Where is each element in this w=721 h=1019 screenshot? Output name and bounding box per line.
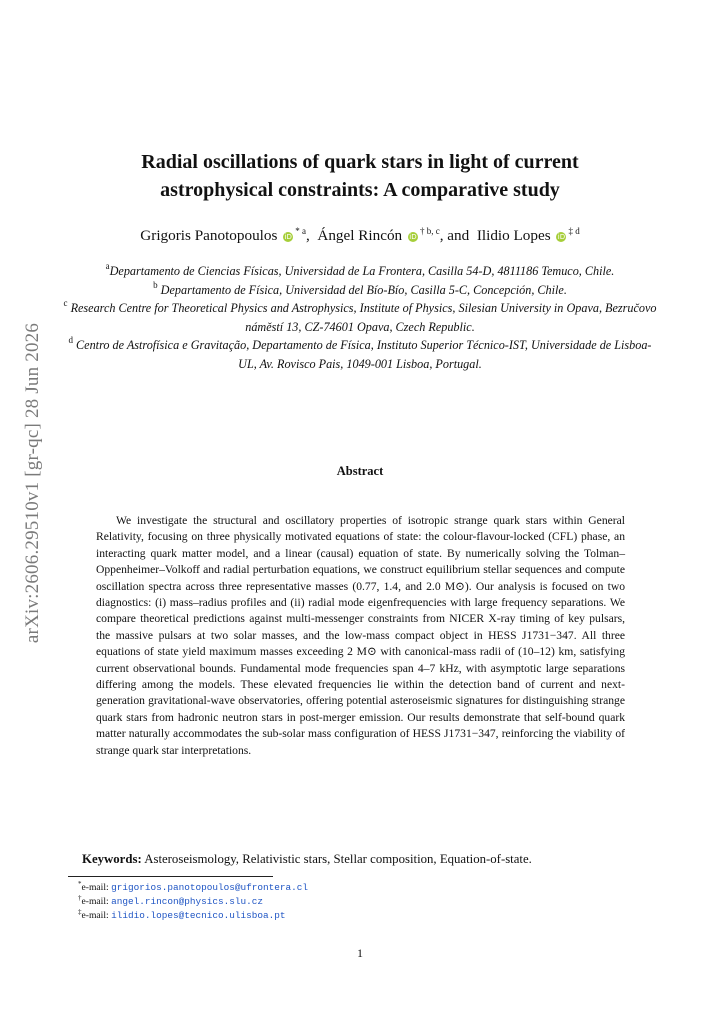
author-name[interactable]: Grigoris Panotopoulos (140, 227, 278, 244)
author-list (60, 226, 660, 246)
affiliation (60, 262, 660, 281)
affiliation-text: Departamento de Física, Universidad del Bío-Bío, Casilla 5-C, Concepción, Chile. (160, 282, 567, 297)
affiliation-text: Research Centre for Theoretical Physics and Astrophysics, Institute of Physics, Silesian University in Opava, Bezručovo náměstí 13, CZ-74601 Opava, Czech Republic. (70, 301, 657, 334)
footnote-divider (68, 876, 273, 877)
affiliations (60, 262, 660, 374)
footnotes (78, 881, 308, 922)
author-name[interactable]: Ángel Rincón (317, 227, 403, 244)
footnote-label: e-mail: (81, 882, 109, 893)
affiliation-mark: a (105, 261, 110, 271)
abstract-heading: Abstract (336, 464, 384, 478)
author-marks: ‡ d (568, 226, 580, 236)
abstract-text: We investigate the structural and oscillatory properties of isotropic strange quark stars within General Relativity, focusing on three physically motivated equations of state: the colour-flavour-locked (CFL) phase, an interacting quark matter model, and a linear (causal) equation of state. By numerically solving the Tolman–Oppenheimer–Volkoff and radial perturbation equations, we construct equilibrium stellar sequences and compute oscillation spectra across three representative masses (0.77, 1.4, and 2.0 M⊙). Our analysis is focused on two diagnostics: (i) mass–radius profiles and (ii) radial mode eigenfrequencies with large frequency separations. We compare theoretical predictions against multi-messenger constraints from NICER X-ray timing of key pulsars, the massive pulsars at two solar masses, and the low-mass compact object in HESS J1731−347. All three equations of state yield maximum masses exceeding 2 M⊙ with canonical-mass radii of (10–12) km, satisfying current observational bounds. Fundamental mode frequencies span 4–7 kHz, with asymptotic large separations differing among the models. These elevated frequencies lie within the detection band of current and next-generation gravitational-wave observatories, offering potential asteroseismic signatures for distinguishing strange quark stars from hadronic neutron stars in post-merger emission. Our results demonstrate that self-bound quark matter naturally accommodates the sub-solar mass configuration of HESS J1731−347, reinforcing the viability of strange quark star interpretations. (96, 514, 625, 757)
arxiv-sidebar (18, 305, 48, 660)
author-separator: , and (439, 227, 470, 244)
affiliation-text: Centro de Astrofísica e Gravitação, Departamento de Física, Instituto Superior Técnico-IST, Universidade de Lisboa-UL, Av. Rovisco Pais, 1049-001 Lisboa, Portugal. (76, 338, 652, 371)
affiliation (60, 281, 660, 300)
footnote-mark: * (78, 880, 82, 888)
footnote-mark: † (78, 893, 82, 902)
paper-title (80, 148, 640, 204)
title-line-1: Radial oscillations of quark stars in light of current (141, 151, 579, 173)
affiliation-mark: b (153, 279, 158, 290)
footnote (78, 895, 308, 909)
affiliation (60, 336, 660, 373)
orcid-icon[interactable]: iD (284, 233, 292, 241)
page-number: 1 (357, 946, 363, 960)
affiliation-mark: d (68, 335, 73, 346)
footnote (78, 881, 308, 895)
arxiv-identifier: arXiv:2606.29510v1 [gr-qc] 28 Jun 2026 (22, 322, 43, 643)
footnote-label: e-mail: (81, 909, 109, 921)
footnote-mark: ‡ (78, 907, 82, 916)
affiliation-mark: c (63, 298, 68, 309)
author-separator: , (305, 227, 310, 244)
author-name[interactable]: Ilidio Lopes (476, 227, 551, 244)
email-link[interactable]: angel.rincon@physics.slu.cz (111, 895, 263, 907)
footnote-label: e-mail: (81, 895, 109, 907)
keywords-text: Asteroseismology, Relativistic stars, Stellar composition, Equation-of-state. (144, 852, 532, 866)
orcid-icon[interactable]: iD (409, 233, 417, 241)
affiliation (60, 299, 660, 336)
footnote (78, 909, 308, 923)
email-link[interactable]: grigorios.panotopoulos@ufrontera.cl (111, 882, 308, 893)
title-line-2: astrophysical constraints: A comparative study (160, 179, 560, 201)
keywords-label: Keywords: (82, 852, 142, 866)
email-link[interactable]: ilidio.lopes@tecnico.ulisboa.pt (111, 909, 286, 921)
affiliation-text: Departamento de Ciencias Físicas, Universidad de La Frontera, Casilla 54-D, 4811186 Temuco, Chile. (109, 264, 615, 278)
author-marks: † b, c (419, 226, 440, 236)
keywords (82, 851, 642, 867)
orcid-icon[interactable]: iD (557, 233, 566, 241)
author-marks: * a (295, 226, 306, 236)
